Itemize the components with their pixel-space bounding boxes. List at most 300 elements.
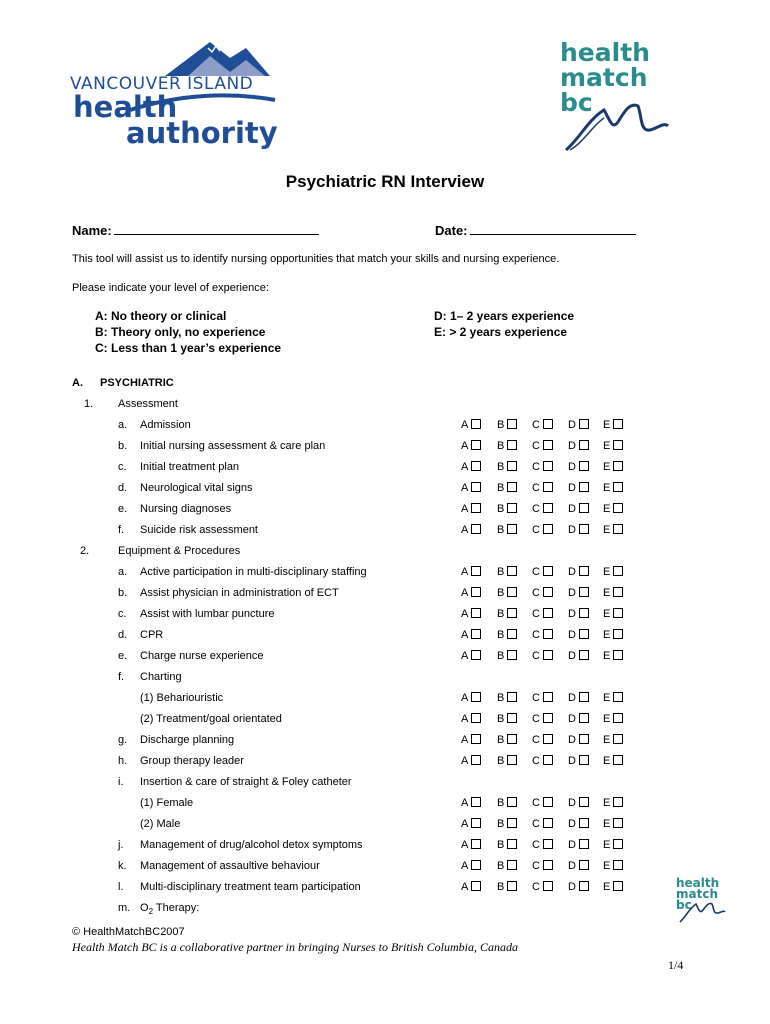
option-c [532,482,553,494]
checkbox[interactable] [613,503,623,513]
option-letter: D [568,818,576,830]
option-d [568,692,589,704]
option-letter: D [568,566,576,578]
option-b [497,461,517,473]
date-line [470,222,636,235]
tool-description: This tool will assist us to identify nursing opportunities that match your skills and nursing experience. [72,253,560,265]
checkbox[interactable] [471,629,481,639]
option-letter: E [603,692,611,704]
option-letter: E [603,608,611,620]
checkbox[interactable] [471,818,481,828]
rating-options [461,713,631,727]
item-letter: c. [118,461,127,473]
option-letter: C [532,629,540,641]
checkbox[interactable] [507,734,517,744]
item-letter: m. [118,902,131,914]
option-c [532,587,553,599]
option-letter: B [497,839,505,851]
item-label: Discharge planning [140,734,235,746]
option-letter: C [532,608,540,620]
option-letter: B [497,419,505,431]
checkbox[interactable] [471,440,481,450]
hmbc-logo [560,40,675,158]
date-field[interactable] [435,222,636,238]
checkbox[interactable] [471,566,481,576]
item-letter: d. [118,629,128,641]
checkbox[interactable] [579,734,589,744]
checkbox[interactable] [507,587,517,597]
option-letter: E [603,713,611,725]
option-c [532,713,553,725]
option-letter: D [568,503,576,515]
option-e [603,713,623,725]
rating-options [461,692,631,706]
option-b [497,566,517,578]
checkbox[interactable] [471,461,481,471]
option-letter: D [568,461,576,473]
option-letter: B [497,482,505,494]
item-label: (2) Treatment/goal orientated [140,713,282,725]
option-letter: C [532,797,540,809]
option-d [568,860,589,872]
option-a [461,608,481,620]
option-letter: A [461,692,469,704]
option-a [461,860,481,872]
option-letter: E [603,797,611,809]
checkbox[interactable] [507,419,517,429]
checkbox[interactable] [613,482,623,492]
item-label: Initial treatment plan [140,461,240,473]
option-a [461,524,481,536]
item-label: Neurological vital signs [140,482,253,494]
option-letter: E [603,839,611,851]
indicate-instruction: Please indicate your level of experience: [72,282,269,294]
option-b [497,755,517,767]
checkbox[interactable] [507,692,517,702]
checkbox[interactable] [471,734,481,744]
option-letter: D [568,629,576,641]
checkbox[interactable] [543,440,553,450]
checkbox[interactable] [543,713,553,723]
option-d [568,608,589,620]
option-letter: C [532,524,540,536]
rating-options [461,881,631,895]
checkbox[interactable] [579,797,589,807]
checkbox[interactable] [579,524,589,534]
option-c [532,755,553,767]
rating-options [461,629,631,643]
checkbox[interactable] [579,608,589,618]
option-letter: D [568,797,576,809]
checkbox[interactable] [613,650,623,660]
checkbox[interactable] [507,629,517,639]
tagline: Health Match BC is a collaborative partner in bringing Nurses to British Columbia, Canada [72,940,518,954]
option-e [603,881,623,893]
option-letter: C [532,482,540,494]
checkbox[interactable] [507,524,517,534]
rating-options [461,482,631,496]
option-letter: A [461,797,469,809]
group-number: 2. [80,545,90,557]
option-a [461,713,481,725]
option-letter: C [532,818,540,830]
checkbox[interactable] [579,587,589,597]
checkbox[interactable] [579,713,589,723]
hmbc-small-logo-line3: bc [676,898,692,912]
checkbox[interactable] [543,587,553,597]
viha-logo-line3: authority [126,116,278,150]
checkbox[interactable] [579,650,589,660]
option-b [497,818,517,830]
checkbox[interactable] [471,797,481,807]
rating-options [461,797,631,811]
checkbox[interactable] [613,881,623,891]
item-letter: g. [118,734,128,746]
option-letter: D [568,482,576,494]
checkbox[interactable] [543,881,553,891]
rating-options [461,650,631,664]
hmbc-logo-line1: health [560,38,650,67]
hmbc-small-mountain-icon [676,898,726,924]
option-letter: C [532,713,540,725]
checkbox[interactable] [613,860,623,870]
checkbox[interactable] [579,482,589,492]
checkbox[interactable] [579,818,589,828]
checkbox[interactable] [613,587,623,597]
checkbox[interactable] [613,734,623,744]
checkbox[interactable] [543,524,553,534]
checkbox[interactable] [579,692,589,702]
rating-options [461,818,631,832]
option-letter: D [568,755,576,767]
checkbox[interactable] [471,524,481,534]
item-letter: l. [118,881,124,893]
checkbox[interactable] [579,503,589,513]
checkbox[interactable] [613,461,623,471]
option-c [532,692,553,704]
hmbc-small-logo [676,878,726,926]
checkbox[interactable] [579,755,589,765]
checkbox[interactable] [543,839,553,849]
option-b [497,860,517,872]
item-letter: k. [118,860,127,872]
option-d [568,839,589,851]
option-letter: C [532,755,540,767]
item-letter: f. [118,671,125,683]
checkbox[interactable] [579,566,589,576]
checkbox[interactable] [543,419,553,429]
checkbox[interactable] [543,797,553,807]
option-letter: B [497,503,505,515]
option-letter: D [568,650,576,662]
option-letter: E [603,587,611,599]
option-a [461,629,481,641]
option-a [461,755,481,767]
checkbox[interactable] [507,650,517,660]
option-c [532,839,553,851]
option-e [603,461,623,473]
option-letter: D [568,839,576,851]
option-letter: B [497,461,505,473]
checkbox[interactable] [613,419,623,429]
checkbox[interactable] [471,755,481,765]
option-letter: E [603,629,611,641]
checkbox[interactable] [543,608,553,618]
hmbc-small-logo-line2: match [676,887,718,901]
option-letter: B [497,797,505,809]
rating-options [461,755,631,769]
option-letter: B [497,881,505,893]
option-c [532,440,553,452]
checkbox[interactable] [613,566,623,576]
option-letter: C [532,839,540,851]
option-letter: B [497,713,505,725]
checkbox[interactable] [507,839,517,849]
option-letter: B [497,755,505,767]
option-d [568,440,589,452]
item-letter: f. [118,524,125,536]
option-c [532,566,553,578]
rating-options [461,461,631,475]
option-letter: E [603,440,611,452]
option-letter: A [461,440,469,452]
option-letter: A [461,419,469,431]
checkbox[interactable] [613,629,623,639]
option-letter: E [603,419,611,431]
checkbox[interactable] [471,713,481,723]
item-letter: e. [118,503,128,515]
option-letter: B [497,587,505,599]
checkbox[interactable] [579,839,589,849]
option-letter: E [603,755,611,767]
item-label: Initial nursing assessment & care plan [140,440,326,452]
name-label: Name: [72,223,112,238]
legend-b: B: Theory only, no experience [95,325,266,339]
checkbox[interactable] [471,482,481,492]
option-b [497,629,517,641]
checkbox[interactable] [543,692,553,702]
option-letter: E [603,881,611,893]
option-letter: C [532,881,540,893]
option-c [532,650,553,662]
rating-options [461,503,631,517]
checkbox[interactable] [507,818,517,828]
option-d [568,755,589,767]
option-c [532,734,553,746]
option-d [568,629,589,641]
checkbox[interactable] [613,608,623,618]
checkbox[interactable] [507,566,517,576]
checkbox[interactable] [543,860,553,870]
option-d [568,881,589,893]
option-letter: C [532,461,540,473]
checkbox[interactable] [613,692,623,702]
option-letter: C [532,419,540,431]
option-letter: A [461,650,469,662]
option-d [568,734,589,746]
checkbox[interactable] [471,650,481,660]
option-letter: D [568,692,576,704]
checkbox[interactable] [613,797,623,807]
item-label: Charting [140,671,182,683]
checkbox[interactable] [543,755,553,765]
option-e [603,839,623,851]
checkbox[interactable] [543,461,553,471]
option-letter: A [461,503,469,515]
option-letter: A [461,881,469,893]
item-label: Management of drug/alcohol detox symptoms [140,839,363,851]
checkbox[interactable] [507,440,517,450]
option-letter: C [532,692,540,704]
option-a [461,419,481,431]
option-d [568,482,589,494]
checkbox[interactable] [471,839,481,849]
option-letter: B [497,629,505,641]
option-b [497,524,517,536]
option-letter: A [461,818,469,830]
option-e [603,608,623,620]
checkbox[interactable] [507,713,517,723]
checkbox[interactable] [613,524,623,534]
option-letter: D [568,608,576,620]
option-b [497,650,517,662]
checkbox[interactable] [507,482,517,492]
option-b [497,440,517,452]
option-letter: C [532,734,540,746]
checkbox[interactable] [507,608,517,618]
item-label-subscript: 2 [148,907,154,917]
option-letter: D [568,713,576,725]
option-b [497,734,517,746]
option-c [532,818,553,830]
option-b [497,881,517,893]
option-c [532,419,553,431]
checkbox[interactable] [471,503,481,513]
option-e [603,860,623,872]
option-a [461,587,481,599]
option-e [603,650,623,662]
option-e [603,566,623,578]
rating-options [461,860,631,874]
checkbox[interactable] [507,503,517,513]
option-letter: C [532,440,540,452]
item-label: Admission [140,419,191,431]
rating-options [461,419,631,433]
page-number: 1/4 [668,958,684,972]
checkbox[interactable] [579,419,589,429]
option-e [603,734,623,746]
option-letter: A [461,755,469,767]
option-letter: A [461,839,469,851]
option-a [461,881,481,893]
checkbox[interactable] [579,440,589,450]
option-letter: B [497,818,505,830]
rating-options [461,566,631,580]
checkbox[interactable] [579,881,589,891]
checkbox[interactable] [507,797,517,807]
option-letter: B [497,650,505,662]
option-letter: E [603,461,611,473]
option-letter: E [603,650,611,662]
option-a [461,692,481,704]
option-e [603,587,623,599]
checkbox[interactable] [613,818,623,828]
page-title: Psychiatric RN Interview [285,172,485,191]
checkbox[interactable] [507,860,517,870]
option-letter: B [497,860,505,872]
option-e [603,440,623,452]
legend-e: E: > 2 years experience [434,325,568,339]
checkbox[interactable] [543,734,553,744]
checkbox[interactable] [543,650,553,660]
checkbox[interactable] [471,608,481,618]
rating-options [461,440,631,454]
checkbox[interactable] [543,629,553,639]
option-letter: A [461,461,469,473]
date-label: Date: [435,223,468,238]
item-letter: i. [118,776,124,788]
checkbox[interactable] [507,461,517,471]
item-label: Insertion & care of straight & Foley catheter [140,776,352,788]
name-field[interactable] [72,222,319,238]
checkbox[interactable] [543,503,553,513]
option-letter: D [568,419,576,431]
checkbox[interactable] [613,440,623,450]
checkbox[interactable] [543,818,553,828]
option-letter: E [603,860,611,872]
checkbox[interactable] [471,692,481,702]
checkbox[interactable] [471,881,481,891]
option-c [532,503,553,515]
option-c [532,860,553,872]
option-letter: A [461,734,469,746]
checkbox[interactable] [579,860,589,870]
checkbox[interactable] [613,713,623,723]
item-letter: a. [118,566,128,578]
option-letter: D [568,524,576,536]
option-b [497,797,517,809]
option-letter: D [568,860,576,872]
option-d [568,566,589,578]
option-e [603,419,623,431]
checkbox[interactable] [471,419,481,429]
option-letter: B [497,692,505,704]
checkbox[interactable] [471,587,481,597]
option-b [497,419,517,431]
checkbox[interactable] [507,755,517,765]
item-label: Group therapy leader [140,755,244,767]
option-b [497,608,517,620]
option-letter: D [568,734,576,746]
name-line [114,222,319,235]
group-title: Assessment [118,398,178,410]
option-c [532,797,553,809]
checkbox[interactable] [471,860,481,870]
option-d [568,503,589,515]
checkbox[interactable] [543,566,553,576]
checkbox[interactable] [613,755,623,765]
checkbox[interactable] [613,839,623,849]
checkbox[interactable] [579,461,589,471]
checkbox[interactable] [507,881,517,891]
item-letter: c. [118,608,127,620]
checkbox[interactable] [543,482,553,492]
option-letter: B [497,440,505,452]
checkbox[interactable] [579,629,589,639]
option-letter: A [461,860,469,872]
item-label: Multi-disciplinary treatment team participation [140,881,361,893]
item-label: (2) Male [140,818,181,830]
